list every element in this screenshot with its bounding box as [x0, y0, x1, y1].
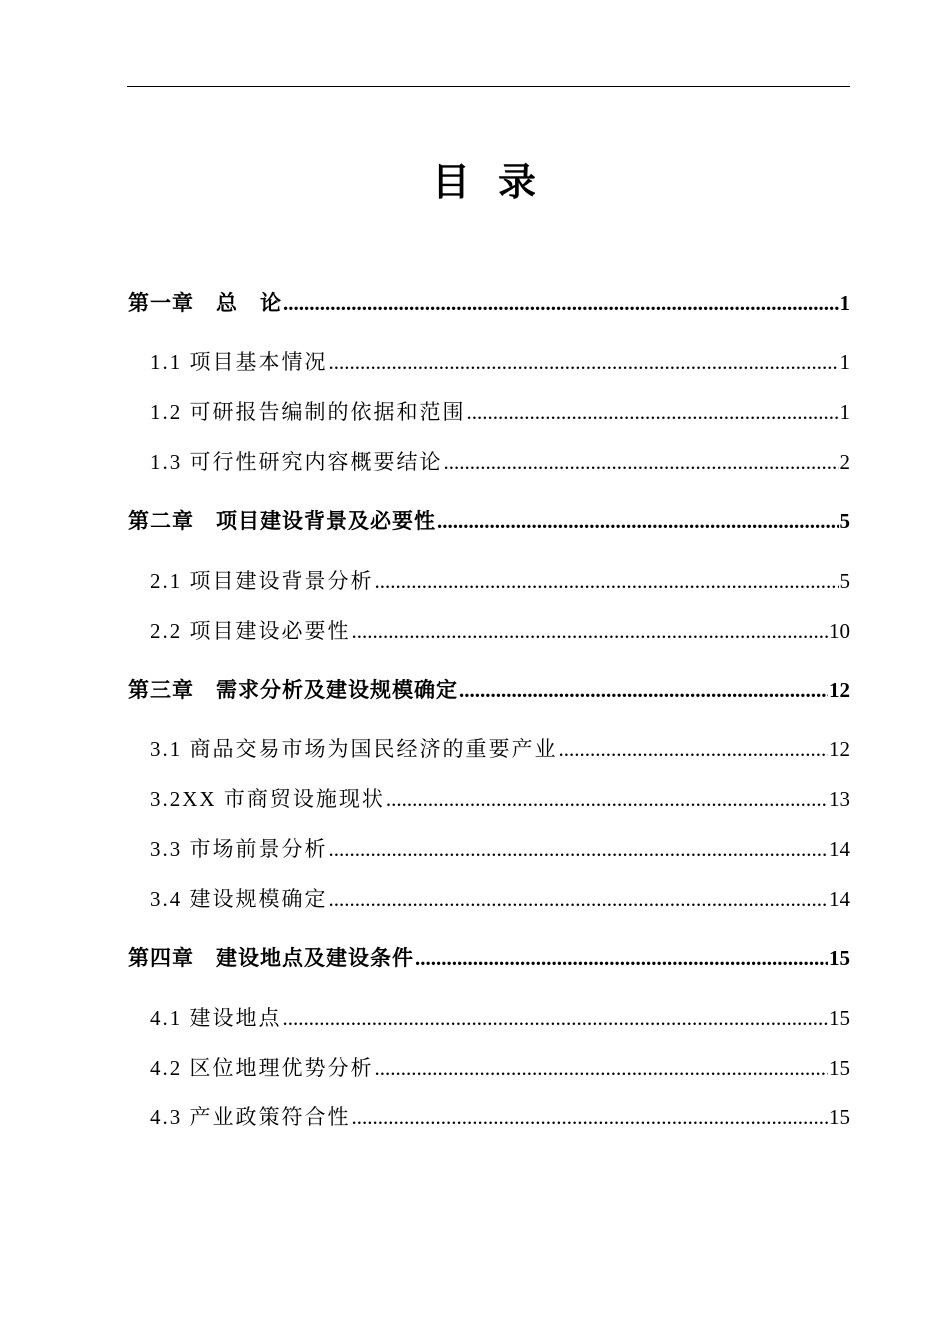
toc-page-number: 1 — [839, 400, 850, 424]
toc-entry-label: 第一章 总 论 — [128, 291, 282, 315]
toc-section-1-1[interactable] — [150, 347, 850, 377]
toc-section-1-3[interactable] — [150, 447, 850, 477]
toc-leader-dots — [467, 397, 839, 427]
page-title-char-1: 目 — [431, 162, 470, 204]
toc-section-3-1[interactable] — [150, 734, 850, 764]
toc-leader-dots — [459, 675, 828, 705]
toc-leader-dots — [559, 734, 829, 764]
toc-leader-dots — [352, 1102, 829, 1132]
toc-chapter-1[interactable] — [128, 288, 850, 318]
toc-entry-label: 第二章 项目建设背景及必要性 — [128, 509, 436, 533]
toc-leader-dots — [444, 447, 839, 477]
toc-entry-label: 2.1 项目建设背景分析 — [150, 569, 374, 593]
toc-leader-dots — [329, 834, 829, 864]
toc-page-number: 13 — [829, 787, 850, 811]
toc-page-number: 10 — [829, 619, 850, 643]
toc-page-number: 14 — [829, 887, 850, 911]
toc-entry-label: 1.1 项目基本情况 — [150, 350, 328, 374]
toc-entry-label: 1.3 可行性研究内容概要结论 — [150, 450, 443, 474]
toc-leader-dots — [386, 784, 828, 814]
toc-entry-label: 第四章 建设地点及建设条件 — [128, 946, 414, 970]
toc-entry-label: 第三章 需求分析及建设规模确定 — [128, 678, 458, 702]
toc-page-number: 15 — [829, 1006, 850, 1030]
toc-page-number: 2 — [839, 450, 850, 474]
toc-leader-dots — [352, 616, 829, 646]
toc-chapter-2[interactable] — [128, 506, 850, 536]
page-title-char-2: 录 — [498, 162, 537, 204]
toc-page-number: 12 — [829, 737, 850, 761]
toc-entry-label: 3.1 商品交易市场为国民经济的重要产业 — [150, 737, 558, 761]
toc-entry-label: 3.2XX 市商贸设施现状 — [150, 787, 385, 811]
toc-section-4-1[interactable] — [150, 1003, 850, 1033]
toc-page-number: 15 — [829, 1105, 850, 1129]
toc-page-number: 15 — [829, 1056, 850, 1080]
toc-section-4-2[interactable] — [150, 1053, 850, 1083]
toc-entry-label: 3.3 市场前景分析 — [150, 837, 328, 861]
toc-section-2-1[interactable] — [150, 566, 850, 596]
toc-leader-dots — [329, 884, 829, 914]
toc-section-3-3[interactable] — [150, 834, 850, 864]
toc-section-3-4[interactable] — [150, 884, 850, 914]
toc-page-number: 14 — [829, 837, 850, 861]
toc-section-2-2[interactable] — [150, 616, 850, 646]
toc-leader-dots — [283, 288, 839, 318]
toc-chapter-3[interactable] — [128, 675, 850, 705]
toc-page-number: 5 — [839, 569, 850, 593]
toc-page-number: 12 — [829, 678, 850, 702]
toc-chapter-4[interactable] — [128, 943, 850, 973]
header-rule — [127, 86, 850, 87]
toc-leader-dots — [283, 1003, 829, 1033]
toc-entry-label: 4.3 产业政策符合性 — [150, 1105, 351, 1129]
toc-section-1-2[interactable] — [150, 397, 850, 427]
toc-leader-dots — [437, 506, 839, 536]
toc-leader-dots — [415, 943, 828, 973]
toc-leader-dots — [329, 347, 839, 377]
toc-page-number: 1 — [839, 291, 850, 315]
page-title — [0, 158, 950, 208]
toc-page-number: 1 — [839, 350, 850, 374]
toc-entry-label: 1.2 可研报告编制的依据和范围 — [150, 400, 466, 424]
toc-page-number: 15 — [829, 946, 850, 970]
toc-entry-label: 3.4 建设规模确定 — [150, 887, 328, 911]
toc-entry-label: 4.2 区位地理优势分析 — [150, 1056, 374, 1080]
toc-entry-label: 4.1 建设地点 — [150, 1006, 282, 1030]
toc-entry-label: 2.2 项目建设必要性 — [150, 619, 351, 643]
toc-section-3-2[interactable] — [150, 784, 850, 814]
toc-section-4-3[interactable] — [150, 1102, 850, 1132]
toc-leader-dots — [375, 1053, 829, 1083]
toc-leader-dots — [375, 566, 839, 596]
toc-page-number: 5 — [839, 509, 850, 533]
